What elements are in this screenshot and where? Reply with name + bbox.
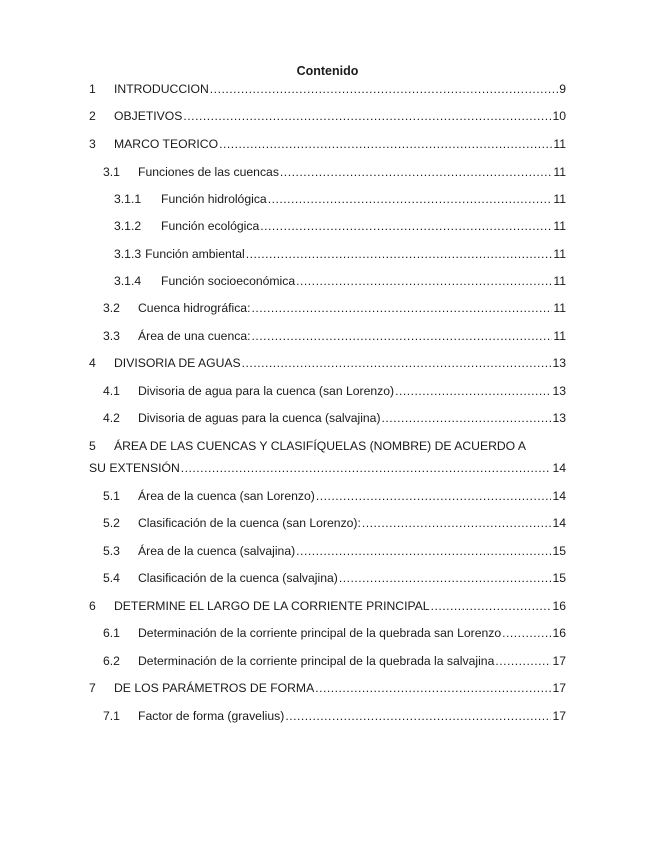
toc-entry-page: 15 [552, 544, 566, 558]
toc-entry-title: Determinación de la corriente principal de la quebrada san Lorenzo [138, 626, 502, 640]
toc-entry-title: Función socioeconómica [161, 274, 296, 288]
toc-leader-dots [210, 81, 558, 97]
toc-entry[interactable] [114, 191, 566, 207]
toc-entry[interactable] [103, 515, 566, 531]
toc-leader-dots [316, 488, 552, 504]
toc-entry-number: 4 [89, 356, 96, 370]
toc-entry-page: 13 [552, 411, 566, 425]
toc-leader-dots [315, 680, 551, 696]
toc-entry-number: 5 [89, 439, 96, 453]
toc-entry-number: 3.1.1 [114, 192, 142, 206]
toc-entry-number: 5.1 [103, 489, 120, 503]
toc-leader-dots [339, 570, 552, 586]
toc-leader-dots [502, 625, 551, 641]
toc-leader-dots [280, 164, 552, 180]
toc-entry-title: Área de la cuenca (salvajina) [138, 544, 296, 558]
toc-entry-number: 4.2 [103, 411, 120, 425]
toc-entry-number: 3.1.3 [114, 247, 142, 261]
toc-entry-number: 6 [89, 599, 96, 613]
toc-entry-title: Clasificación de la cuenca (salvajina) [138, 571, 338, 585]
toc-entry-page: 14 [552, 516, 566, 530]
toc-entry-number: 3.1 [103, 165, 120, 179]
toc-entry-title: MARCO TEORICO [114, 137, 219, 151]
toc-leader-dots [382, 410, 552, 426]
toc-leader-dots [268, 191, 553, 207]
toc-entry-title: Cuenca hidrográfica: [138, 301, 251, 315]
toc-entry-title: ÁREA DE LAS CUENCAS Y CLASIFÍQUELAS (NOMBRE) DE ACUERDO A [114, 439, 527, 453]
toc-entry-number: 3 [89, 137, 96, 151]
toc-entry-page: 16 [552, 599, 566, 613]
toc-entry-title: Función ambiental [145, 247, 245, 261]
toc-leader-dots [285, 708, 551, 724]
toc-leader-dots [395, 383, 551, 399]
toc-entry-page: 11 [553, 301, 566, 315]
toc-leader-dots [260, 218, 552, 234]
toc-entry[interactable] [114, 273, 566, 289]
toc-entry[interactable] [89, 81, 566, 97]
toc-entry[interactable] [103, 653, 566, 669]
toc-entry-number: 3.1.4 [114, 274, 142, 288]
toc-leader-dots [296, 273, 552, 289]
toc-entry-title: Determinación de la corriente principal de la quebrada la salvajina [138, 654, 495, 668]
toc-leader-dots [251, 300, 552, 316]
toc-entry-title: DE LOS PARÁMETROS DE FORMA [114, 681, 315, 695]
toc-entry-page: 16 [552, 626, 566, 640]
toc-entry[interactable] [103, 570, 566, 586]
toc-entry-page: 15 [552, 571, 566, 585]
toc-entry-page: 17 [552, 709, 566, 723]
toc-entry-title: Clasificación de la cuenca (san Lorenzo): [138, 516, 361, 530]
toc-entry-page: 11 [553, 137, 566, 151]
toc-entry-number: 6.1 [103, 626, 120, 640]
toc-entry-number: 5.2 [103, 516, 120, 530]
toc-entry-page: 11 [553, 329, 566, 343]
toc-entry-title: Factor de forma (gravelius) [138, 709, 285, 723]
toc-leader-dots [362, 515, 552, 531]
toc-entry-number: 5.4 [103, 571, 120, 585]
toc-entry[interactable] [103, 383, 566, 399]
toc-entry[interactable] [103, 410, 566, 426]
toc-entry[interactable] [114, 246, 566, 262]
toc-entry-title: DIVISORIA DE AGUAS [114, 356, 241, 370]
toc-entry-number: 2 [89, 109, 96, 123]
toc-entry-page: 17 [552, 681, 566, 695]
toc-entry[interactable] [89, 598, 566, 614]
toc-leader-dots [183, 108, 551, 124]
toc-entry-number: 5.3 [103, 544, 120, 558]
toc-entry-number: 3.2 [103, 301, 120, 315]
toc-entry-title: Función hidrológica [161, 192, 267, 206]
toc-entry-title: Divisoria de agua para la cuenca (san Lorenzo) [138, 384, 395, 398]
toc-entry-page: 11 [553, 165, 566, 179]
toc-entry[interactable] [103, 543, 566, 559]
toc-entry[interactable] [89, 680, 566, 696]
toc-entry-title: Área de la cuenca (san Lorenzo) [138, 489, 315, 503]
toc-entry-title: OBJETIVOS [114, 109, 183, 123]
toc-leader-dots [296, 543, 551, 559]
toc-entry-number: 7 [89, 681, 96, 695]
toc-entry-wrapped-line2[interactable] [89, 460, 566, 476]
toc-entry-title-continuation: SU EXTENSIÓN [89, 461, 180, 475]
toc-entry-page: 11 [553, 219, 566, 233]
toc-leader-dots [251, 328, 552, 344]
toc-entry[interactable] [103, 300, 566, 316]
toc-entry-page: 11 [553, 274, 566, 288]
toc-heading: Contenido [296, 64, 359, 78]
toc-entry-page: 17 [552, 654, 566, 668]
toc-entry[interactable] [103, 488, 566, 504]
toc-entry-number: 4.1 [103, 384, 120, 398]
toc-leader-dots [495, 653, 551, 669]
toc-entry-page: 13 [552, 384, 566, 398]
toc-entry-title: Área de una cuenca: [138, 329, 251, 343]
toc-leader-dots [181, 460, 552, 476]
toc-entry-page: 9 [559, 82, 566, 96]
toc-leader-dots [246, 246, 553, 262]
toc-entry[interactable] [103, 328, 566, 344]
toc-entry-title: DETERMINE EL LARGO DE LA CORRIENTE PRINCIPAL [114, 599, 430, 613]
toc-entry-page: 14 [552, 461, 566, 475]
toc-entry-title: Divisoria de aguas para la cuenca (salvajina) [138, 411, 381, 425]
toc-entry[interactable] [89, 136, 566, 152]
toc-entry[interactable] [103, 625, 566, 641]
toc-entry-title: Función ecológica [161, 219, 260, 233]
toc-entry-number: 3.3 [103, 329, 120, 343]
toc-entry-number: 1 [89, 82, 96, 96]
toc-entry-page: 11 [553, 192, 566, 206]
toc-entry-number: 3.1.2 [114, 219, 142, 233]
toc-leader-dots [431, 598, 552, 614]
toc-entry-page: 10 [552, 109, 566, 123]
toc-entry[interactable] [103, 164, 566, 180]
toc-entry[interactable] [103, 708, 566, 724]
toc-entry[interactable] [89, 355, 566, 371]
toc-leader-dots [219, 136, 552, 152]
toc-entry-title: Funciones de las cuencas [138, 165, 279, 179]
toc-entry-title: INTRODUCCION [114, 82, 209, 96]
toc-entry-page: 14 [552, 489, 566, 503]
toc-entry-number: 7.1 [103, 709, 120, 723]
toc-entry[interactable] [114, 218, 566, 234]
toc-entry[interactable] [89, 108, 566, 124]
toc-entry-page: 13 [552, 356, 566, 370]
toc-entry-wrapped-line1[interactable] [89, 438, 566, 454]
toc-entry-number: 6.2 [103, 654, 120, 668]
toc-leader-dots [242, 355, 552, 371]
toc-entry-page: 11 [553, 247, 566, 261]
